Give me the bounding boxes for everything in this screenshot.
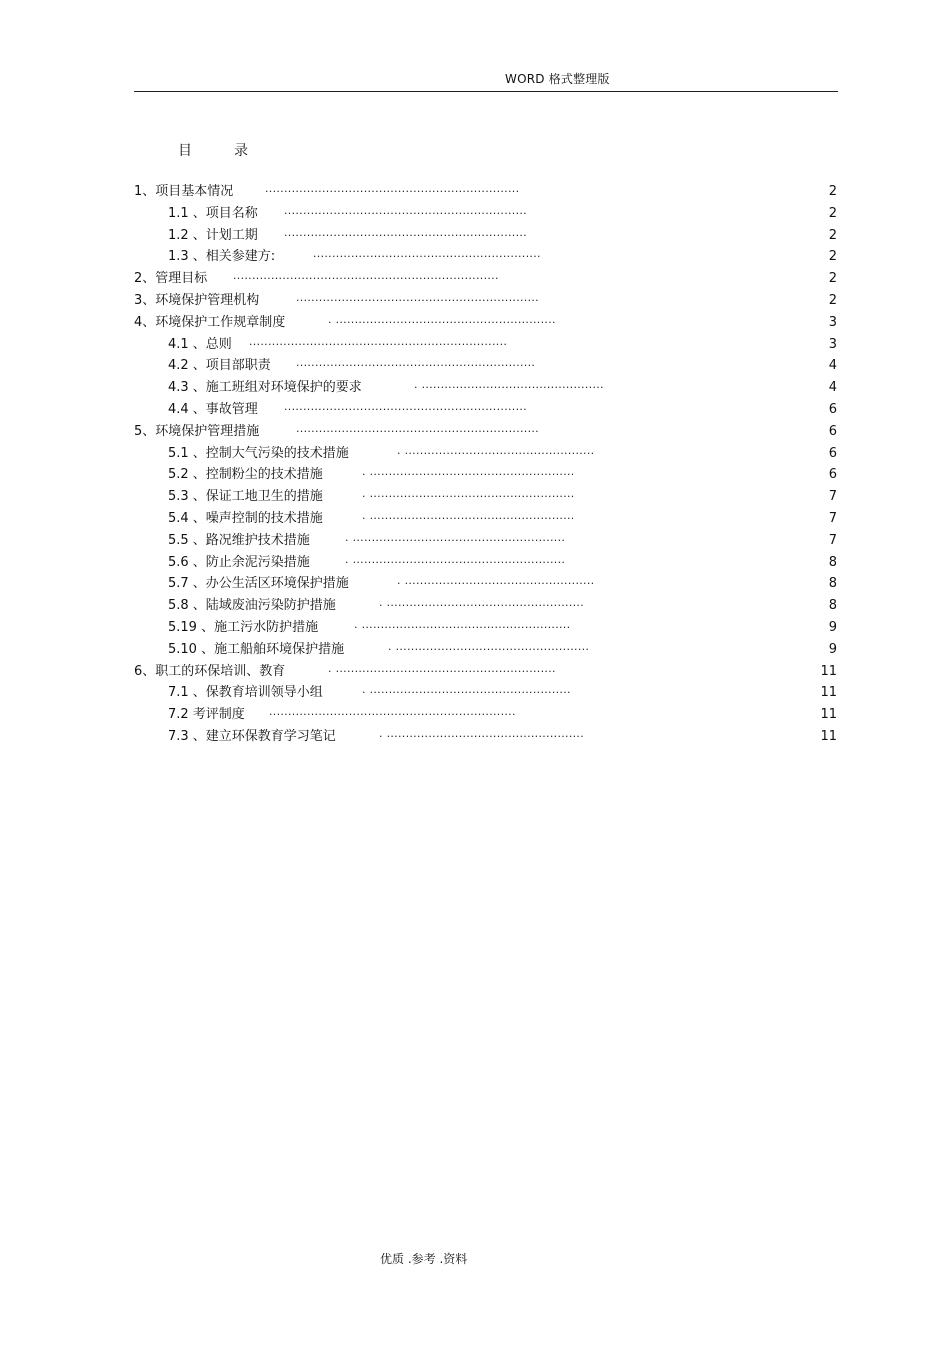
toc-entry-page: 2 <box>828 227 837 243</box>
toc-entry-label: 4.4 、事故管理 <box>168 402 258 417</box>
toc-entry[interactable] <box>0 204 950 224</box>
page-header <box>0 70 950 90</box>
header-rule <box>134 91 838 92</box>
toc-entry-page: 2 <box>828 271 837 287</box>
toc-entry-label: 7.3 、建立环保教育学习笔记 <box>168 729 336 744</box>
page-footer: 优质 .参考 .资料 <box>380 1252 468 1266</box>
toc-entry-leader: . ................................................ <box>414 378 604 392</box>
toc-entry-label: 5.3 、保证工地卫生的措施 <box>168 489 323 505</box>
toc-entry[interactable] <box>0 531 950 551</box>
toc-entry-page: 9 <box>828 620 837 635</box>
toc-entry-leader: . ...................................................... <box>362 465 575 479</box>
toc-entry-label: 5.8 、陆域废油污染防护措施 <box>168 598 336 614</box>
toc-entry-label: 5、环境保护管理措施 <box>134 423 260 439</box>
toc-title <box>178 140 248 160</box>
toc-entry-leader: ................................................................ <box>284 400 527 413</box>
header-text: WORD 格式整理版 <box>505 72 610 86</box>
toc-entry-leader: . ........................................................ <box>345 530 566 544</box>
toc-entry[interactable] <box>0 618 950 638</box>
toc-entry-label: 2、管理目标 <box>134 271 208 287</box>
toc-entry-label: 5.7 、办公生活区环境保护措施 <box>168 576 349 592</box>
toc-entry[interactable] <box>0 182 950 202</box>
toc-entry-page: 8 <box>828 576 837 592</box>
toc-entry[interactable] <box>0 291 950 311</box>
toc-entry-page: 3 <box>828 314 837 330</box>
toc-entry-leader: ................................................................... <box>265 182 520 195</box>
toc-entry-leader: . ..................................................... <box>362 683 571 697</box>
toc-entry-label: 5.10 、施工船舶环境保护措施 <box>168 641 345 657</box>
toc-entry-page: 11 <box>820 707 837 723</box>
toc-entry-label: 6、职工的环保培训、教育 <box>134 663 286 679</box>
toc-entry[interactable] <box>0 356 950 376</box>
toc-entry-label: 7.2 考评制度 <box>168 707 245 723</box>
toc-title-char-1: 目 <box>178 143 192 159</box>
toc-entry[interactable] <box>0 444 950 464</box>
toc-entry-page: 2 <box>828 293 837 308</box>
toc-entry-leader: ................................................................ <box>284 225 527 239</box>
toc-entry-leader: . ................................................... <box>388 639 590 653</box>
toc-entry-leader: . ...................................................... <box>362 509 575 522</box>
toc-entry[interactable] <box>0 378 950 398</box>
toc-entry-label: 1、项目基本情况 <box>134 184 234 199</box>
toc-entry[interactable] <box>0 596 950 616</box>
toc-entry-page: 2 <box>828 205 837 221</box>
toc-entry[interactable] <box>0 509 950 529</box>
toc-entry-leader: ................................................................ <box>284 203 527 217</box>
toc-entry-leader: . .......................................................... <box>328 661 556 675</box>
toc-entry-leader: .................................................................... <box>249 334 508 348</box>
toc-entry-page: 4 <box>828 380 837 396</box>
toc-entry-label: 1.3 、相关参建方: <box>168 249 276 265</box>
toc-entry-page: 8 <box>828 598 837 614</box>
toc-entry-leader: . .................................................... <box>379 727 585 740</box>
toc-entry-label: 4.1 、总则 <box>168 336 232 352</box>
toc-entry-leader: ................................................................ <box>296 421 539 435</box>
toc-entry-label: 4.2 、项目部职责 <box>168 358 271 374</box>
toc-entry-leader: . ........................................................ <box>345 552 566 566</box>
toc-entry[interactable] <box>0 313 950 333</box>
toc-entry-page: 6 <box>828 423 837 439</box>
toc-entry-leader: . .......................................................... <box>328 312 556 326</box>
toc-entry-label: 5.5 、路况维护技术措施 <box>168 532 310 548</box>
toc-entry-leader: ............................................................... <box>296 356 536 370</box>
toc-entry-leader: . .................................................. <box>397 443 595 457</box>
toc-entry[interactable] <box>0 247 950 267</box>
toc-entry-page: 7 <box>828 511 837 526</box>
toc-entry-label: 7.1 、保教育培训领导小组 <box>168 685 323 701</box>
toc-entry-page: 11 <box>820 729 837 744</box>
toc-entry-label: 4.3 、施工班组对环境保护的要求 <box>168 380 362 396</box>
toc-entry-page: 2 <box>828 249 837 265</box>
toc-entry-label: 5.19 、施工污水防护措施 <box>168 620 319 635</box>
toc-entry-label: 1.2 、计划工期 <box>168 227 258 243</box>
toc-entry-leader: . .................................................. <box>397 574 595 588</box>
toc-entry-page: 2 <box>828 184 837 199</box>
toc-entry-leader: ...................................................................... <box>233 269 499 283</box>
toc-entry-page: 3 <box>828 336 837 352</box>
toc-entry-label: 5.2 、控制粉尘的技术措施 <box>168 467 323 483</box>
toc-entry[interactable] <box>0 269 950 289</box>
toc-entry[interactable] <box>0 705 950 725</box>
toc-entry[interactable] <box>0 335 950 355</box>
toc-entry-page: 7 <box>828 532 837 548</box>
toc-entry-page: 7 <box>828 489 837 505</box>
toc-entry[interactable] <box>0 574 950 594</box>
toc-entry[interactable] <box>0 683 950 703</box>
toc-entry-leader: . ....................................................... <box>354 618 571 631</box>
toc-title-char-2: 录 <box>234 143 248 159</box>
toc-entry[interactable] <box>0 400 950 420</box>
toc-entry-leader: ................................................................. <box>269 705 516 719</box>
toc-entry-page: 6 <box>828 445 837 461</box>
toc-entry-label: 5.4 、噪声控制的技术措施 <box>168 511 323 526</box>
toc-entry[interactable] <box>0 465 950 485</box>
toc-entry[interactable] <box>0 553 950 573</box>
toc-entry-leader: . .................................................... <box>379 596 585 610</box>
toc-entry-page: 6 <box>828 402 837 417</box>
toc-entry-page: 9 <box>828 641 837 657</box>
toc-entry[interactable] <box>0 226 950 246</box>
toc-entry-page: 8 <box>828 554 837 570</box>
toc-entry-page: 11 <box>820 663 837 679</box>
toc-entry-label: 5.6 、防止余泥污染措施 <box>168 554 310 570</box>
toc-entry-label: 4、环境保护工作规章制度 <box>134 314 286 330</box>
toc-entry-label: 1.1 、项目名称 <box>168 205 258 221</box>
toc-entry-label: 3、环境保护管理机构 <box>134 293 260 308</box>
toc-entry-page: 4 <box>828 358 837 374</box>
toc-entry-leader: . ...................................................... <box>362 487 575 501</box>
toc-entry-leader: ............................................................ <box>313 247 541 261</box>
toc-entry-label: 5.1 、控制大气污染的技术措施 <box>168 445 349 461</box>
toc-entry[interactable] <box>0 662 950 682</box>
toc-entry[interactable] <box>0 640 950 660</box>
toc-entry[interactable] <box>0 727 950 747</box>
toc-entry[interactable] <box>0 487 950 507</box>
toc-entry-page: 11 <box>820 685 837 701</box>
toc-entry[interactable] <box>0 422 950 442</box>
toc-entry-page: 6 <box>828 467 837 483</box>
toc-entry-leader: ................................................................ <box>296 291 539 304</box>
